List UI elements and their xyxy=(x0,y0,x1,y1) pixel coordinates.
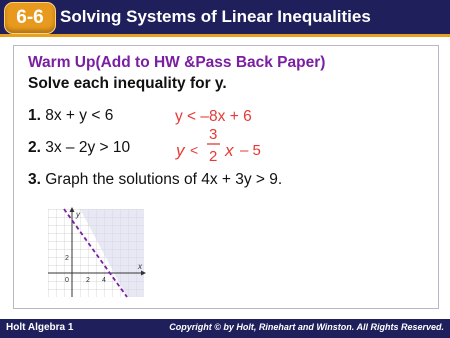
problem-3-text: Graph the solutions of 4x + 3y > 9. xyxy=(45,171,283,188)
problem-3 xyxy=(28,171,282,189)
x-axis-label: x xyxy=(138,262,142,271)
problem-2-text: 3x – 2y > 10 xyxy=(45,139,131,156)
answer-2-relation: < xyxy=(190,142,199,158)
lesson-number: 6-6 xyxy=(16,7,44,28)
footer-bar xyxy=(0,319,450,338)
warm-up-instruction: Solve each inequality for y. xyxy=(28,75,227,92)
problem-3-number: 3. xyxy=(28,171,41,188)
answer-2-numerator: 3 xyxy=(209,126,218,143)
problem-1-number: 1. xyxy=(28,107,41,124)
lesson-badge xyxy=(4,2,56,34)
answer-2-tail: – 5 xyxy=(240,142,261,159)
x-tick-label: 2 xyxy=(86,277,90,284)
y-axis-label: y xyxy=(76,210,80,219)
footer-copyright: Copyright © by Holt, Rinehart and Winston. All Rights Reserved. xyxy=(169,322,444,332)
problem-1-text: 8x + y < 6 xyxy=(45,107,114,124)
answer-2-denominator: 2 xyxy=(209,148,218,165)
lesson-title: Solving Systems of Linear Inequalities xyxy=(60,7,371,26)
answer-2-lhs: y xyxy=(176,141,185,160)
y-tick-label: 2 xyxy=(65,255,69,262)
footer-book-title: Holt Algebra 1 xyxy=(6,322,74,333)
header-stripe xyxy=(0,34,450,37)
answer-2 xyxy=(168,123,278,171)
origin-label: 0 xyxy=(65,277,69,284)
inequality-graph xyxy=(44,205,148,301)
warm-up-heading: Warm Up(Add to HW &Pass Back Paper) xyxy=(28,54,326,71)
problem-1 xyxy=(28,107,113,125)
answer-1: y < –8x + 6 xyxy=(175,108,252,125)
problem-2 xyxy=(28,139,130,157)
answer-2-x: x xyxy=(225,141,234,160)
x-tick-label: 4 xyxy=(102,277,106,284)
problem-2-number: 2. xyxy=(28,139,41,156)
